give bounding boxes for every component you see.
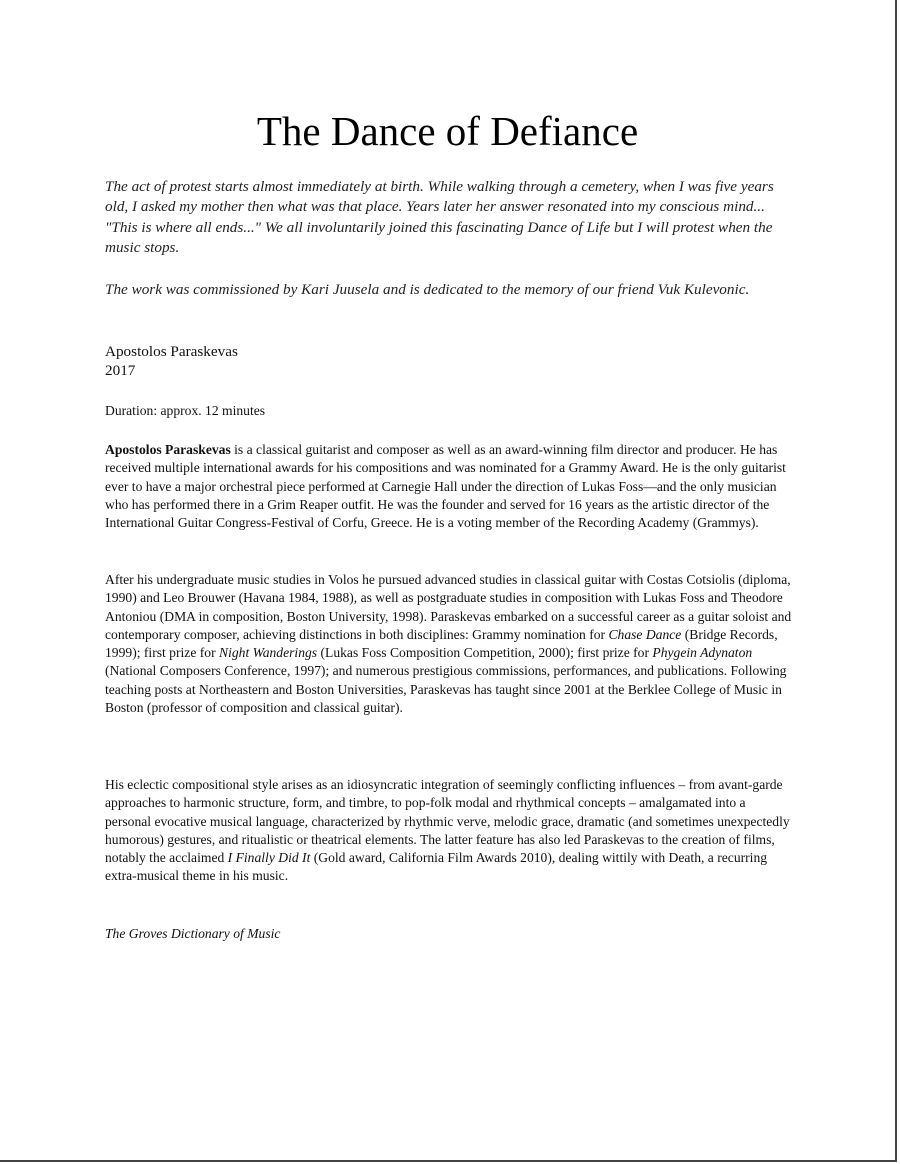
duration-text: Duration: approx. 12 minutes xyxy=(105,403,266,418)
composition-year: 2017 xyxy=(105,361,136,379)
bio-text-2b: (Bridge Records, 1999); first prize for xyxy=(105,626,778,661)
source-citation: The Groves Dictionary of Music xyxy=(105,926,281,941)
work-title-night-wanderings: Night Wanderings xyxy=(219,645,318,661)
work-title-chase-dance: Chase Dance xyxy=(608,626,682,642)
page-title: The Dance of Defiance xyxy=(256,108,639,154)
bio-text-3a: His eclectic compositional style arises as an idiosyncratic integration of seemingly conflicting influences – from avant-garde approaches to harmonic structure, form, and timbre, to pop-folk modal and rhythmical concepts – amalgamated into a personal evocative musical language, characterized by rhythmic verve, melodic grace, dramatic (and sometimes unexpectedly humorous) gestures, and ritualistic or theatrical elements. The latter feature has also led Paraskevas to the creation of films, notably the acclaimed xyxy=(105,777,790,866)
bio-paragraph-2 xyxy=(105,571,795,717)
commission-note: The work was commissioned by Kari Juusela and is dedicated to the memory of our friend Vuk Kulevonic. xyxy=(105,281,750,298)
intro-paragraph: The act of protest starts almost immediately at birth. While walking through a cemetery, when I was five years old, I asked my mother then what was that place. Years later her answer resonated into my conscious mind... "This is where all ends..." We all involuntarily joined this fascinating Dance of Life but I will protest when the music stops. xyxy=(105,178,774,257)
author-name: Apostolos Paraskevas xyxy=(105,343,238,360)
bio-text-2d: (National Composers Conference, 1997); and numerous prestigious commissions, performances, and publications. Following teaching posts at Northeastern and Boston Universities, Paraskevas has taught since 2001 at the Berklee College of Music in Boston (professor of composition and classical guitar). xyxy=(105,663,787,716)
bio-text-2a: After his undergraduate music studies in Volos he pursued advanced studies in classical guitar with Costas Cotsiolis (diploma, 1990) and Leo Brouwer (Havana 1984, 1988), as well as postgraduate studies in composition with Lukas Foss and Theodore Antoniou (DMA in composition, Boston University, 1998). Paraskevas embarked on a successful career as a guitar soloist and contemporary composer, achieving distinctions in both disciplines: Grammy nomination for xyxy=(105,572,792,642)
work-title-phygein-adynaton: Phygein Adynaton xyxy=(652,645,753,661)
author-signature xyxy=(105,343,795,380)
bio-paragraph-1 xyxy=(105,441,795,532)
bio-paragraph-3 xyxy=(105,776,795,886)
bio-text-2c: (Lukas Foss Composition Competition, 2000); first prize for xyxy=(317,645,653,661)
bio-text-1: is a classical guitarist and composer as well as an award-winning film director and producer. He has received multiple international awards for his compositions and was nominated for a Grammy Award. He is the only guitarist ever to have a major orchestral piece performed at Carnegie Hall under the direction of Lukas Foss—and the only musician who has performed there in a Grim Reaper outfit. He was the founder and served for 16 years as the artistic director of the International Guitar Congress-Festival of Corfu, Greece. He is a voting member of the Recording Academy (Grammys). xyxy=(105,442,786,531)
bio-text-3b: (Gold award, California Film Awards 2010), dealing wittily with Death, a recurring extra-musical theme in his music. xyxy=(105,850,768,884)
bio-name-bold: Apostolos Paraskevas xyxy=(105,442,231,457)
film-title: I Finally Did It xyxy=(227,850,311,866)
